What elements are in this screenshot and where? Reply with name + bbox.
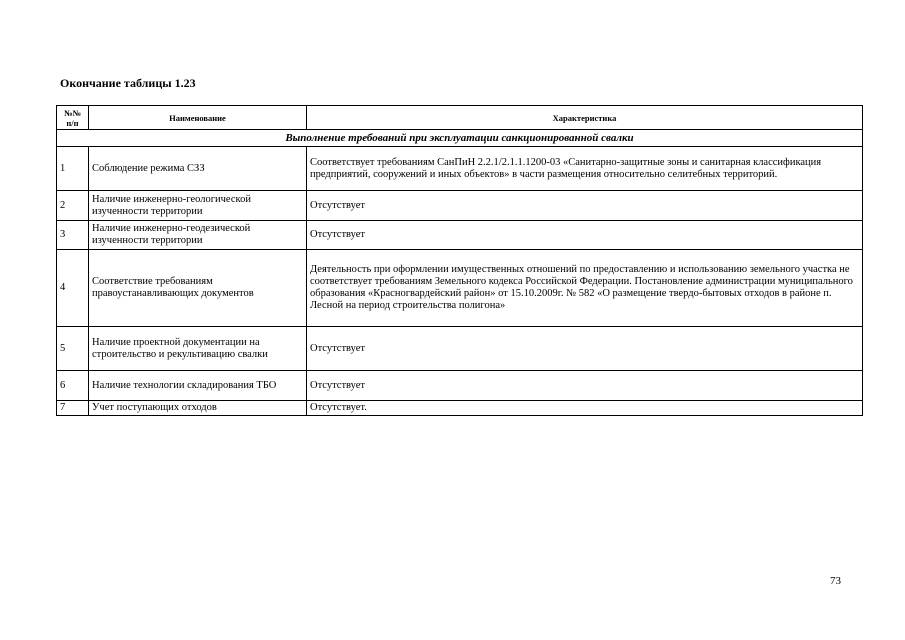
row-name: Наличие проектной документации на строительство и рекультивацию свалки bbox=[89, 327, 307, 371]
row-characteristic: Отсутствует bbox=[307, 327, 863, 371]
row-characteristic: Отсутствует bbox=[307, 221, 863, 250]
header-characteristic: Характеристика bbox=[307, 106, 863, 130]
row-num: 7 bbox=[57, 401, 89, 416]
section-row bbox=[57, 130, 863, 147]
section-title: Выполнение требований при эксплуатации санкционированной свалки bbox=[57, 130, 863, 147]
table-caption: Окончание таблицы 1.23 bbox=[60, 76, 196, 90]
table-row bbox=[57, 147, 863, 191]
row-num: 4 bbox=[57, 250, 89, 327]
table-row bbox=[57, 371, 863, 401]
row-characteristic: Отсутствует bbox=[307, 191, 863, 221]
header-num bbox=[57, 106, 89, 130]
row-characteristic: Соответствует требованиям СанПиН 2.2.1/2.1.1.1200-03 «Санитарно-защитные зоны и санитарная классификация предприятий, сооружений и иных объектов» в части размещения относительно селитебных территорий. bbox=[307, 147, 863, 191]
row-name: Наличие инженерно-геодезической изученности территории bbox=[89, 221, 307, 250]
row-num: 3 bbox=[57, 221, 89, 250]
row-num: 1 bbox=[57, 147, 89, 191]
table-row bbox=[57, 221, 863, 250]
row-name: Учет поступающих отходов bbox=[89, 401, 307, 416]
table-row bbox=[57, 250, 863, 327]
row-name: Соответствие требованиям правоустанавливающих документов bbox=[89, 250, 307, 327]
header-name: Наименование bbox=[89, 106, 307, 130]
header-num-line2: п/п bbox=[66, 117, 79, 128]
table-header-row bbox=[57, 106, 863, 130]
row-characteristic: Отсутствует. bbox=[307, 401, 863, 416]
row-characteristic: Отсутствует bbox=[307, 371, 863, 401]
row-characteristic: Деятельность при оформлении имущественных отношений по предоставлению и использованию земельного участка не соответствует требованиям Земельного кодекса Российской Федерации. Постановление администрации муниципального образования «Красногвардейский район» от 15.10.2009г. № 582 «О размещение твердо-бытовых отходов в районе п. Лесной на период строительства полигона» bbox=[307, 250, 863, 327]
characteristics-table bbox=[56, 105, 863, 416]
row-num: 5 bbox=[57, 327, 89, 371]
row-name: Наличие инженерно-геологической изученности территории bbox=[89, 191, 307, 221]
table-row bbox=[57, 191, 863, 221]
row-name: Соблюдение режима СЗЗ bbox=[89, 147, 307, 191]
header-num-line1: №№ bbox=[63, 107, 82, 118]
table-row bbox=[57, 401, 863, 416]
page-number: 73 bbox=[830, 575, 841, 587]
table-row bbox=[57, 327, 863, 371]
row-num: 2 bbox=[57, 191, 89, 221]
row-name: Наличие технологии складирования ТБО bbox=[89, 371, 307, 401]
row-num: 6 bbox=[57, 371, 89, 401]
